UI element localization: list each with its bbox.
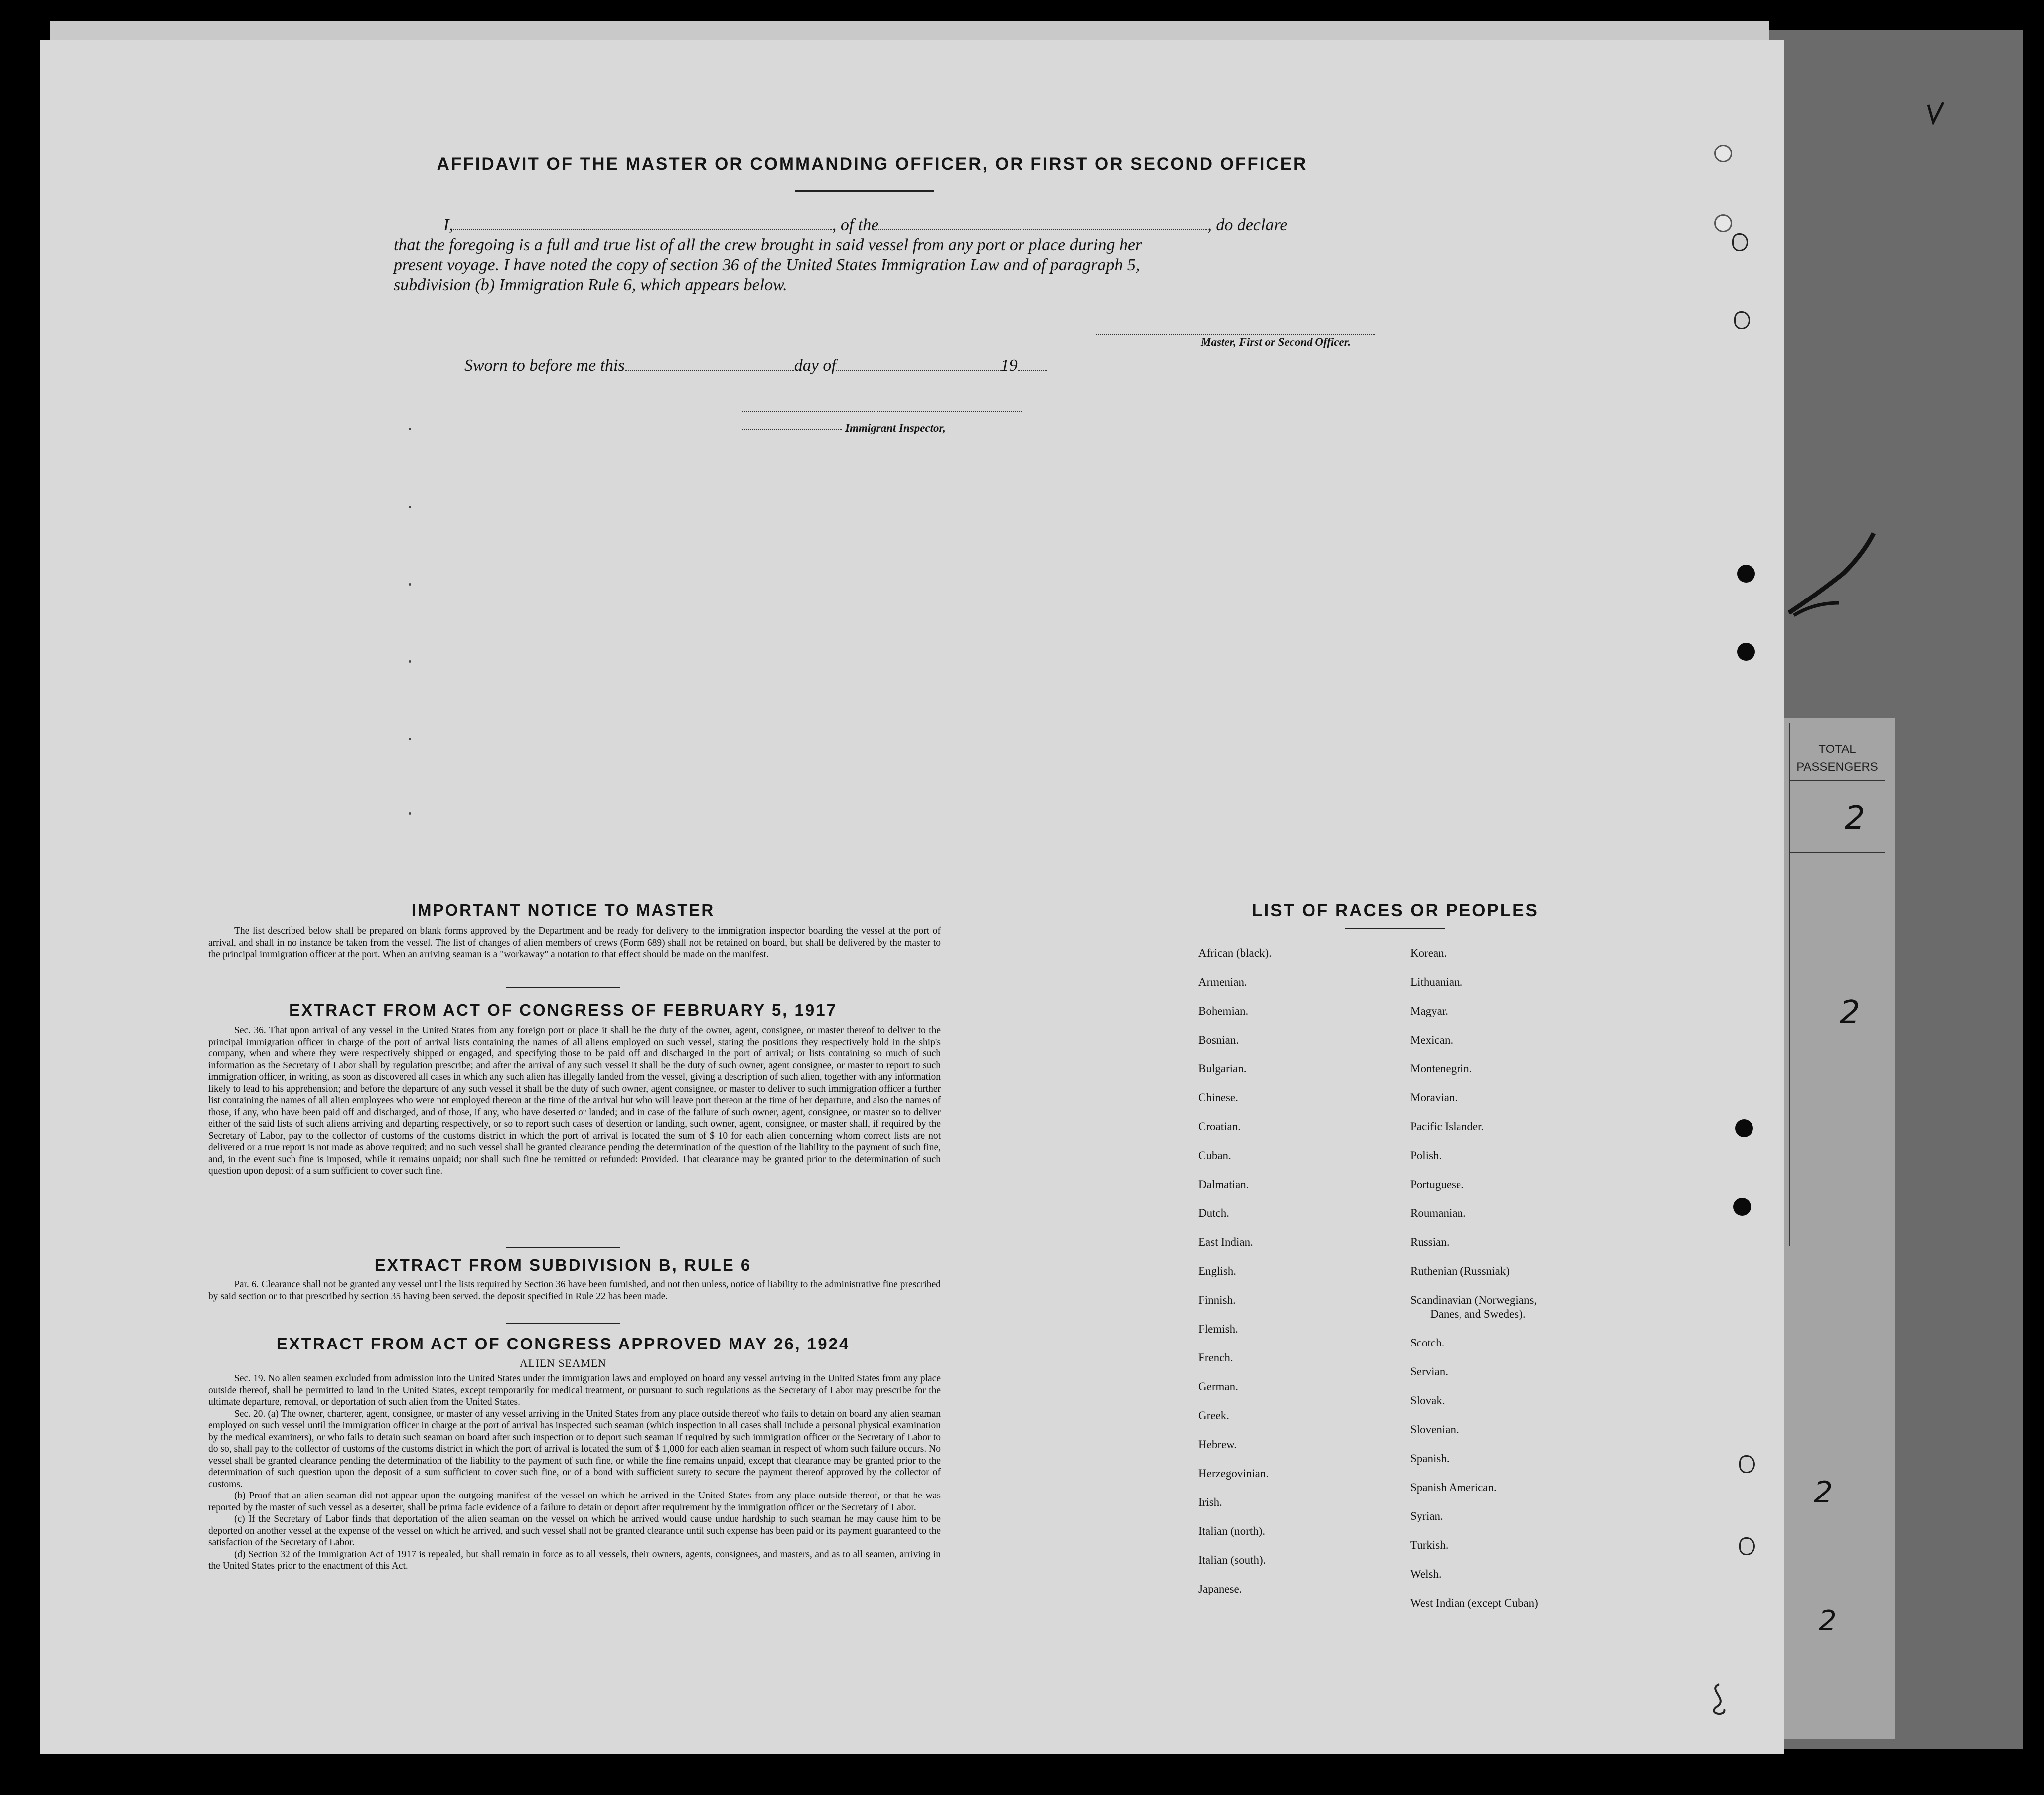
race-item: Portuguese. xyxy=(1410,1178,1464,1191)
race-item: African (black). xyxy=(1198,947,1272,959)
race-item: Korean. xyxy=(1410,947,1447,959)
race-item: Slovak. xyxy=(1410,1394,1445,1407)
race-item: Lithuanian. xyxy=(1410,976,1463,988)
declaration-body: subdivision (b) Immigration Rule 6, which appears below. xyxy=(394,276,787,294)
binder-hole-icon xyxy=(1734,311,1750,329)
extract-1917-body xyxy=(208,1025,941,1177)
extract-paragraph: (d) Section 32 of the Immigration Act of 1917 is repealed, but shall remain in force as to all vessels, their owners, agents, consignees, and masters, and as to all seamen, arriving in the United States prior to the enactment of this Act. xyxy=(208,1549,941,1571)
race-item: Russian. xyxy=(1410,1236,1450,1248)
handwritten-count: 2 xyxy=(1840,994,1860,1031)
margin-dot xyxy=(409,428,411,430)
margin-dot xyxy=(409,583,411,586)
binder-hole-icon xyxy=(1737,565,1755,583)
master-name-field[interactable] xyxy=(453,215,832,230)
extract-paragraph: (c) If the Secretary of Labor finds that deportation of the alien seaman on the vessel on which he arrived would cause undue hardship to such seaman he may cause him to be deported on another vessel at the expense of the vessel on which he arrived, and such vessel shall not be granted clearance until such expense has been paid or its payment guaranteed to the satisfaction of the Secretary of Labor. xyxy=(208,1514,941,1548)
affidavit-declaration xyxy=(394,215,1375,295)
margin-dot xyxy=(409,506,411,508)
race-item: Flemish. xyxy=(1198,1323,1238,1335)
race-item: German. xyxy=(1198,1380,1238,1393)
extract-1924-title: EXTRACT FROM ACT OF CONGRESS APPROVED MAY 26, 1924 xyxy=(276,1335,850,1353)
race-item: Spanish American. xyxy=(1410,1481,1497,1494)
sworn-label: Sworn to before me this xyxy=(464,356,625,375)
extract-paragraph: Sec. 20. (a) The owner, charterer, agent, consignee, or master of any vessel arriving in the United States from any place outside thereof who fails to detain on board any alien seaman employed on such vessel until the immigration officer in charge at the port of arrival has inspected such seaman (which inspection in all cases shall include a personal physical examination by the medical examiners), or who fails to detain such seaman on board after such inspection or to deport such seaman if required by such immigration officer or the Secretary of Labor to do so, shall pay to the collector of customs of the customs district in which the port of arrival is located the sum of $ 1,000 for each alien seaman in respect of whom such failure occurs. No vessel shall be granted clearance pending the determination of the liability to the payment of such fine, or while the fine remains unpaid, except that clearance may be granted prior to the determination of such question upon the deposit of a sum sufficient to cover such fine, or of a bond with sufficient surety to secure the payment thereof approved by the collector of customs. xyxy=(208,1408,941,1490)
year-prefix: 19 xyxy=(1000,356,1018,375)
handwritten-count: 2 xyxy=(1845,800,1865,837)
passengers-label: PASSENGERS xyxy=(1796,760,1878,774)
binder-hole-icon xyxy=(1737,643,1755,661)
i-label: I, xyxy=(443,216,453,234)
total-label: TOTAL xyxy=(1818,743,1856,756)
race-item: Irish. xyxy=(1198,1496,1222,1508)
notice-body xyxy=(208,925,941,961)
extract-1924-body xyxy=(208,1373,941,1572)
extract-paragraph: (b) Proof that an alien seaman did not appear upon the outgoing manifest of the vessel on which he arrived in the United States from any place outside thereof, or that he was reported by the master of such vessel as a deserter, shall be prima facie evidence of a failure to detain or deport after requirement by the immigration officer or the Secretary of Labor. xyxy=(208,1491,941,1513)
race-item: Bulgarian. xyxy=(1198,1062,1247,1075)
race-item: Chinese. xyxy=(1198,1091,1238,1104)
sworn-year-field[interactable] xyxy=(1018,356,1047,371)
declaration-body: that the foregoing is a full and true list of all the crew brought in said vessel from any port or place during her xyxy=(394,236,1142,254)
binder-hole-icon xyxy=(1739,1455,1755,1473)
race-item: Slovenian. xyxy=(1410,1423,1459,1436)
race-item: Pacific Islander. xyxy=(1410,1120,1484,1133)
race-item: East Indian. xyxy=(1198,1236,1253,1248)
binder-hole-icon xyxy=(1735,1119,1753,1137)
extract-1917-title: EXTRACT FROM ACT OF CONGRESS OF FEBRUARY 5, 1917 xyxy=(289,1001,837,1019)
races-rule xyxy=(1345,928,1445,929)
panel-divider xyxy=(1790,780,1885,781)
race-item: Croatian. xyxy=(1198,1120,1241,1133)
race-item: Herzegovinian. xyxy=(1198,1467,1269,1480)
extract-paragraph: Par. 6. Clearance shall not be granted any vessel until the lists required by Section 36 have been furnished, and not then unless, notice of liability to the administrative fine prescribed by said section or to that prescribed by section 35 having been served. the deposit specified in Rule 22 has been made. xyxy=(208,1279,941,1302)
race-item: Turkish. xyxy=(1410,1539,1449,1551)
master-signature-field[interactable] xyxy=(1096,333,1375,335)
vessel-name-field[interactable] xyxy=(878,215,1207,230)
section-rule xyxy=(506,1323,620,1324)
notice-paragraph: The list described below shall be prepared on blank forms approved by the Department and be ready for delivery to the immigration inspector boarding the vessel at the port of arrival, and shall in no instance be taken from the vessel. The list of changes of alien members of crews (Form 689) shall not be retained on board, but shall be delivered by the master to the principal immigration officer at the port. When an arriving seaman is a "workaway" a notation to that effect should be made on the manifest. xyxy=(208,926,941,960)
handwritten-check-mark xyxy=(1784,528,1884,628)
section-rule xyxy=(506,987,620,988)
sworn-line xyxy=(464,356,1047,375)
race-item: Mexican. xyxy=(1410,1034,1454,1046)
inspector-name-field[interactable] xyxy=(742,428,842,430)
race-item: Italian (north). xyxy=(1198,1525,1266,1537)
race-item: Italian (south). xyxy=(1198,1554,1266,1566)
extract-rule6-title: EXTRACT FROM SUBDIVISION B, RULE 6 xyxy=(374,1256,752,1274)
extract-rule6-body xyxy=(208,1279,941,1302)
race-item: English. xyxy=(1198,1265,1237,1277)
of-the-label: , of the xyxy=(832,216,879,234)
race-item: Spanish. xyxy=(1410,1452,1450,1465)
race-item-continuation: Danes, and Swedes). xyxy=(1430,1308,1526,1320)
race-item: Montenegrin. xyxy=(1410,1062,1472,1075)
extract-paragraph: Sec. 19. No alien seamen excluded from admission into the United States under the immigration laws and employed on board any vessel arriving in the United States from any place outside thereof, shall be permitted to land in the United States, except temporarily for medical treatment, or pursuant to such regulations as the Secretary of Labor may prescribe for the ultimate departure, removal, or deportation of such alien from the United States. xyxy=(208,1373,941,1407)
page-edge xyxy=(50,21,1769,41)
race-item: Dalmatian. xyxy=(1198,1178,1249,1191)
affidavit-title: AFFIDAVIT OF THE MASTER OR COMMANDING OFFICER, OR FIRST OR SECOND OFFICER xyxy=(437,154,1308,174)
race-item: Bosnian. xyxy=(1198,1034,1239,1046)
race-item: Scandinavian (Norwegians, xyxy=(1410,1294,1537,1306)
margin-dot xyxy=(409,660,411,663)
race-item: Greek. xyxy=(1198,1409,1229,1422)
declaration-line xyxy=(394,215,1375,235)
handwritten-count: 2 xyxy=(1819,1605,1837,1637)
binder-hole-icon xyxy=(1733,1198,1751,1216)
race-item: Moravian. xyxy=(1410,1091,1458,1104)
race-item: Ruthenian (Russniak) xyxy=(1410,1265,1510,1277)
inspector-caption: Immigrant Inspector, xyxy=(845,422,946,434)
inspector-signature-field[interactable] xyxy=(742,410,1022,412)
extract-1924-subtitle: ALIEN SEAMEN xyxy=(520,1357,606,1369)
notice-title: IMPORTANT NOTICE TO MASTER xyxy=(411,901,715,919)
total-passengers-panel xyxy=(1789,723,1885,1246)
handwritten-mark xyxy=(1923,100,1953,130)
binder-hole-icon xyxy=(1714,145,1732,162)
race-item: Magyar. xyxy=(1410,1005,1449,1017)
race-item: Servian. xyxy=(1410,1365,1449,1378)
race-item: Dutch. xyxy=(1198,1207,1229,1219)
race-item: Polish. xyxy=(1410,1149,1442,1162)
extract-paragraph: Sec. 36. That upon arrival of any vessel in the United States from any foreign port or place it shall be the duty of the owner, agent, consignee, or master thereof to deliver to the principal immigration officer in charge of the port of arrival lists containing the names of all aliens employed on such vessel, stating the positions they respectively hold in the ship's company, when and where they were respectively shipped or engaged, and specifying those to be paid off and discharged in the port of arrival; or lists containing so much of such information as the Secretary of Labor shall by regulation prescribe; and after the arrival of any such vessel it shall be the duty of such owner, agent consignee, or master to report to such immigration officer, in writing, as soon as discovered all cases in which any such alien has illegally landed from the vessel, giving a description of such alien, together with any information likely to lead to his apprehension; and before the departure of any such vessel it shall be the duty of such owner, agent consignee, or master to deliver to such immigration officer a further list containing the names of all alien employees who were not employed thereon at the time of the arrival but who will leave port thereon at the time of her departure, and also the names of those, if any, who have been paid off and discharged, and of those, if any, who have deserted or landed; and in case of the failure of such owner, agent, consignee, or master so to deliver either of the said lists of such aliens arriving and departing respectively, or so to report such cases of desertion or landing, such owner, agent, consignee, or master shall, if required by the Secretary of Labor, pay to the collector of customs of the customs district in which the port of arrival is located the sum of $ 10 for each alien concerning whom correct lists are not delivered or a true report is not made as above required; and no such vessel shall be granted clearance pending the determination of the question of the liability to the payment of such fine, and, in the event such fine is imposed, while it remains unpaid; nor shall such fine be remitted or refunded: Provided. That clearance may be granted prior to the determination of such question upon deposit of a sum sufficient to cover such fine. xyxy=(208,1025,941,1176)
race-item: Roumanian. xyxy=(1410,1207,1466,1219)
margin-dot xyxy=(409,812,411,815)
race-item: Finnish. xyxy=(1198,1294,1236,1306)
declaration-body: present voyage. I have noted the copy of section 36 of the United States Immigration Law and of paragraph 5, xyxy=(394,256,1140,274)
day-of-label: day of xyxy=(794,356,836,375)
binder-hole-icon xyxy=(1739,1537,1755,1555)
race-item: Syrian. xyxy=(1410,1510,1443,1522)
signature-caption: Master, First or Second Officer. xyxy=(1201,336,1351,348)
race-item: Scotch. xyxy=(1410,1337,1445,1349)
race-item: Bohemian. xyxy=(1198,1005,1249,1017)
race-item: French. xyxy=(1198,1351,1233,1364)
panel-divider xyxy=(1790,852,1885,853)
race-item: Hebrew. xyxy=(1198,1438,1237,1451)
races-title: LIST OF RACES OR PEOPLES xyxy=(1252,901,1539,920)
binder-hole-icon xyxy=(1732,233,1748,251)
title-rule xyxy=(795,190,934,192)
race-item: Cuban. xyxy=(1198,1149,1231,1162)
race-item: West Indian (except Cuban) xyxy=(1410,1597,1538,1609)
sworn-month-field[interactable] xyxy=(836,356,1001,371)
margin-dot xyxy=(409,738,411,740)
race-item: Japanese. xyxy=(1198,1583,1242,1595)
binder-hole-icon xyxy=(1714,214,1732,232)
race-item: Welsh. xyxy=(1410,1568,1442,1580)
do-declare-label: , do declare xyxy=(1207,216,1288,234)
race-item: Armenian. xyxy=(1198,976,1247,988)
handwritten-mark xyxy=(1704,1679,1734,1719)
handwritten-count: 2 xyxy=(1814,1475,1833,1510)
sworn-day-field[interactable] xyxy=(625,356,794,371)
section-rule xyxy=(506,1247,620,1248)
